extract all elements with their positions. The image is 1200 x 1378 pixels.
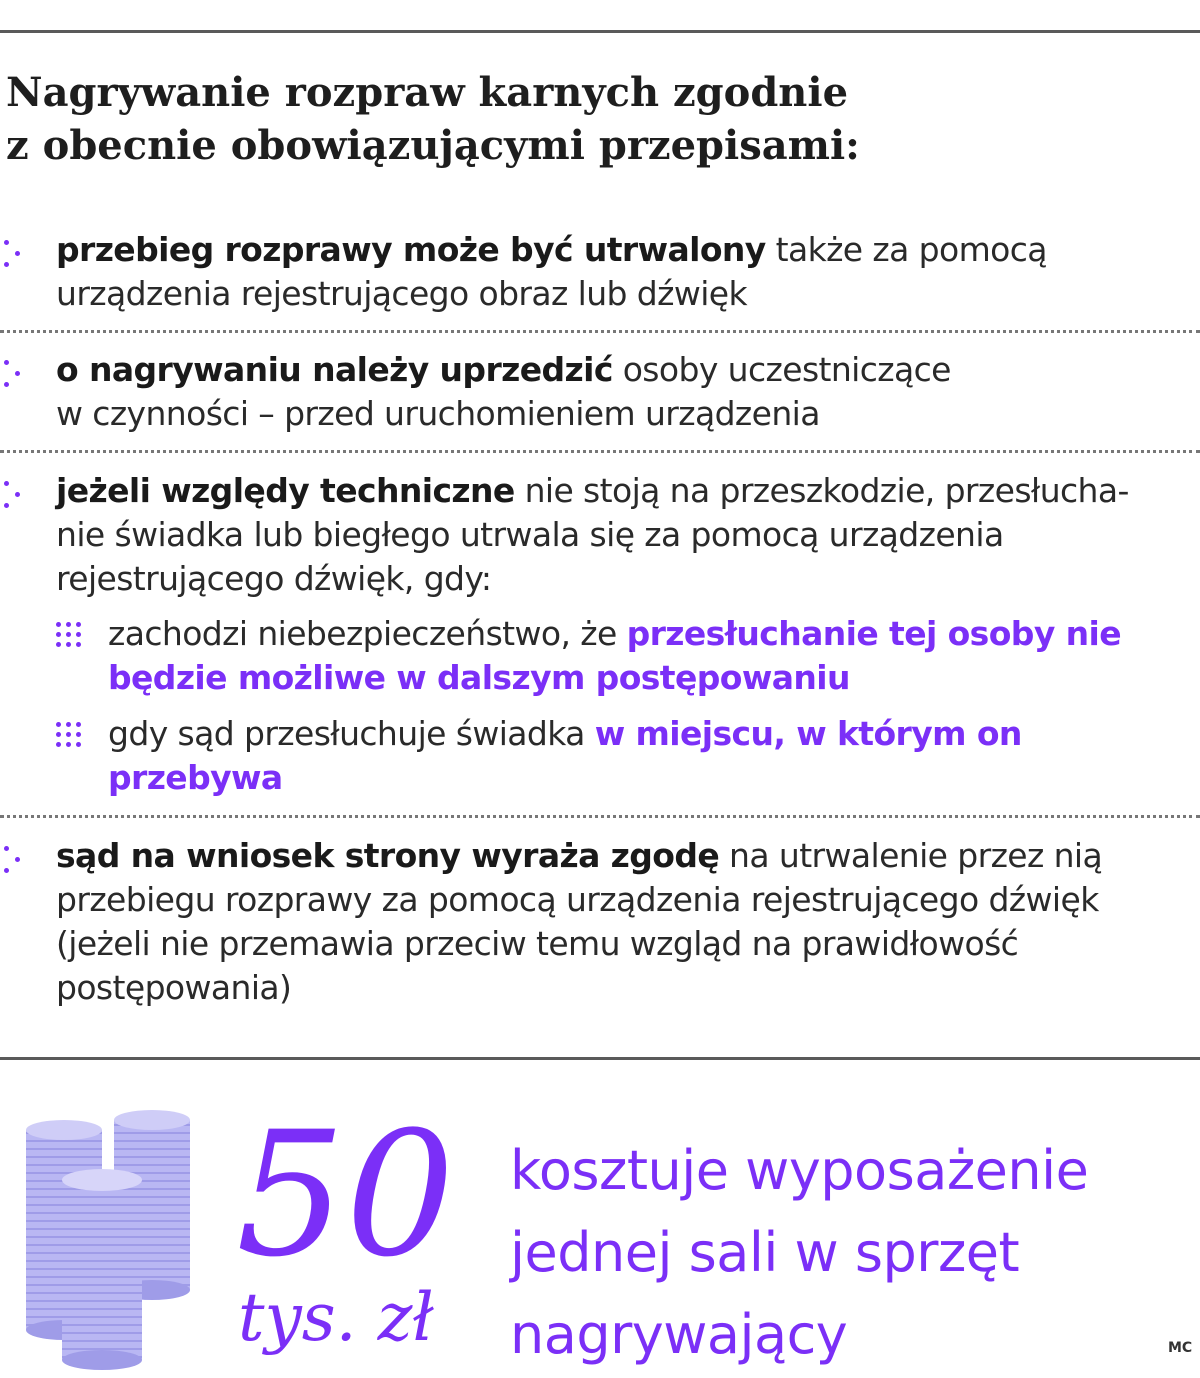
list-item [0,348,1200,436]
top-rule [0,30,1200,33]
triangle-dots-bullet-icon [4,360,26,390]
item-line-1 [0,348,1200,392]
sub-item-line-2: przebywa [108,758,283,797]
item-line-2: urządzenia rejestrującego obraz lub dźwięk [56,274,747,313]
dot-grid-bullet-icon [56,722,82,748]
item-line-1 [0,228,1200,272]
title-line-1: Nagrywanie rozpraw karnych zgodnie [6,69,849,116]
sub-item-line-1 [0,612,1200,656]
sub-item-highlight: przesłuchanie tej osoby nie [626,614,1122,653]
item-bold-text: przebieg rozprawy może być utrwalony [56,230,766,269]
item-line-1 [0,469,1200,513]
item-line-3: (jeżeli nie przemawia przeciw temu wzgląd na prawidłowość [56,924,1019,963]
item-line-3: rejestrującego dźwięk, gdy: [56,559,492,598]
item-line-1 [0,834,1200,878]
item-text: także za pomocą [765,230,1047,269]
item-text: osoby uczestniczące [612,350,951,389]
section-rule [0,1057,1200,1060]
caption-line-1: kosztuje wyposażenie [510,1139,1089,1202]
dotted-divider [0,330,1200,333]
dot-grid-bullet-icon [56,622,82,648]
item-text: na utrwalenie przez nią [719,836,1103,875]
sub-item-highlight: w miejscu, w którym on [594,714,1022,753]
list-item [0,469,1200,601]
list-item [0,834,1200,1010]
cost-unit: tys. zł [238,1279,434,1356]
sub-item-line-1 [0,712,1200,756]
triangle-dots-bullet-icon [4,240,26,270]
sub-list-item [0,712,1200,800]
dotted-divider [0,450,1200,453]
item-bold-text: sąd na wniosek strony wyraża zgodę [56,836,720,875]
sub-item-text: gdy sąd przesłuchuje świadka [108,714,595,753]
item-bold-text: o nagrywaniu należy uprzedzić [56,350,613,389]
caption-line-3: nagrywający [510,1303,848,1366]
item-line-4: postępowania) [56,968,292,1007]
sub-item-line-2: będzie możliwe w dalszym postępowaniu [108,658,850,697]
title-line-2: z obecnie obowiązującymi przepisami: [6,122,860,169]
item-text: nie stoją na przeszkodzie, przesłucha- [514,471,1129,510]
cost-caption [510,1130,1193,1376]
triangle-dots-bullet-icon [4,846,26,876]
list-item [0,228,1200,316]
item-line-2: w czynności – przed uruchomieniem urządzenia [56,394,820,433]
cost-number: 50 [236,1094,455,1295]
triangle-dots-bullet-icon [4,481,26,511]
caption-line-2: jednej sali w sprzęt [510,1221,1020,1284]
coin-stacks-icon [22,1110,202,1370]
item-bold-text: jeżeli względy techniczne [56,471,515,510]
item-line-2: nie świadka lub biegłego utrwala się za pomocą urządzenia [56,515,1004,554]
sub-item-text: zachodzi niebezpieczeństwo, że [108,614,627,653]
sub-list-item [0,612,1200,700]
dotted-divider [0,815,1200,818]
item-line-2: przebiegu rozprawy za pomocą urządzenia rejestrującego dźwięk [56,880,1099,919]
page-title [6,66,1186,172]
author-credit: MC [1168,1340,1193,1356]
